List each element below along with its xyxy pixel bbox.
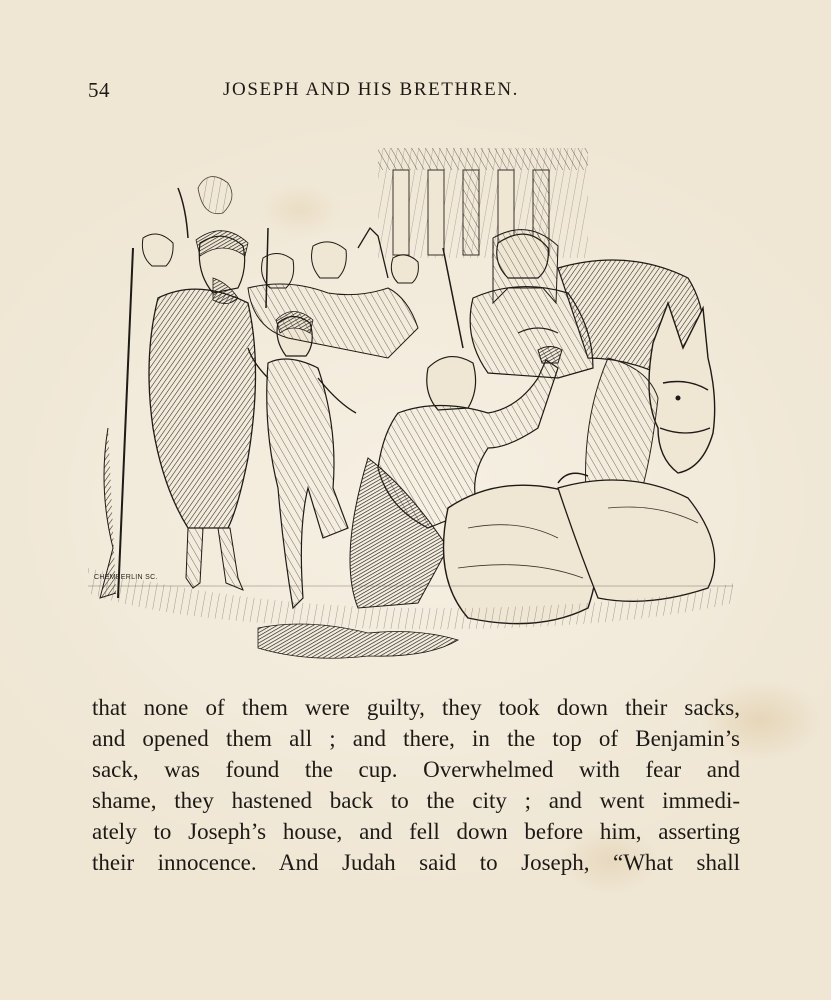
text-line: their innocence. And Judah said to Joseph, “What shall (92, 850, 740, 875)
benjamin-figure (248, 312, 356, 609)
engraving-drawing (88, 128, 738, 673)
engraving-illustration (88, 128, 738, 673)
text-line: shame, they hastened back to the city ; and went immedi- (92, 788, 740, 813)
text-line: that none of them were guilty, they took down their sacks, (92, 695, 740, 720)
engraver-signature: CHEMBERLIN SC. (94, 574, 158, 581)
bearded-brother-figure (100, 231, 256, 598)
body-paragraph (92, 692, 742, 878)
text-line: ately to Joseph’s house, and fell down before him, asserting (92, 819, 740, 844)
text-line: sack, was found the cup. Overwhelmed with fear and (92, 757, 740, 782)
page-header (88, 78, 738, 106)
running-title: JOSEPH AND HIS BRETHREN. (223, 79, 519, 100)
text-line: and opened them all ; and there, in the top of Benjamin’s (92, 726, 740, 751)
page-number: 54 (88, 78, 110, 102)
